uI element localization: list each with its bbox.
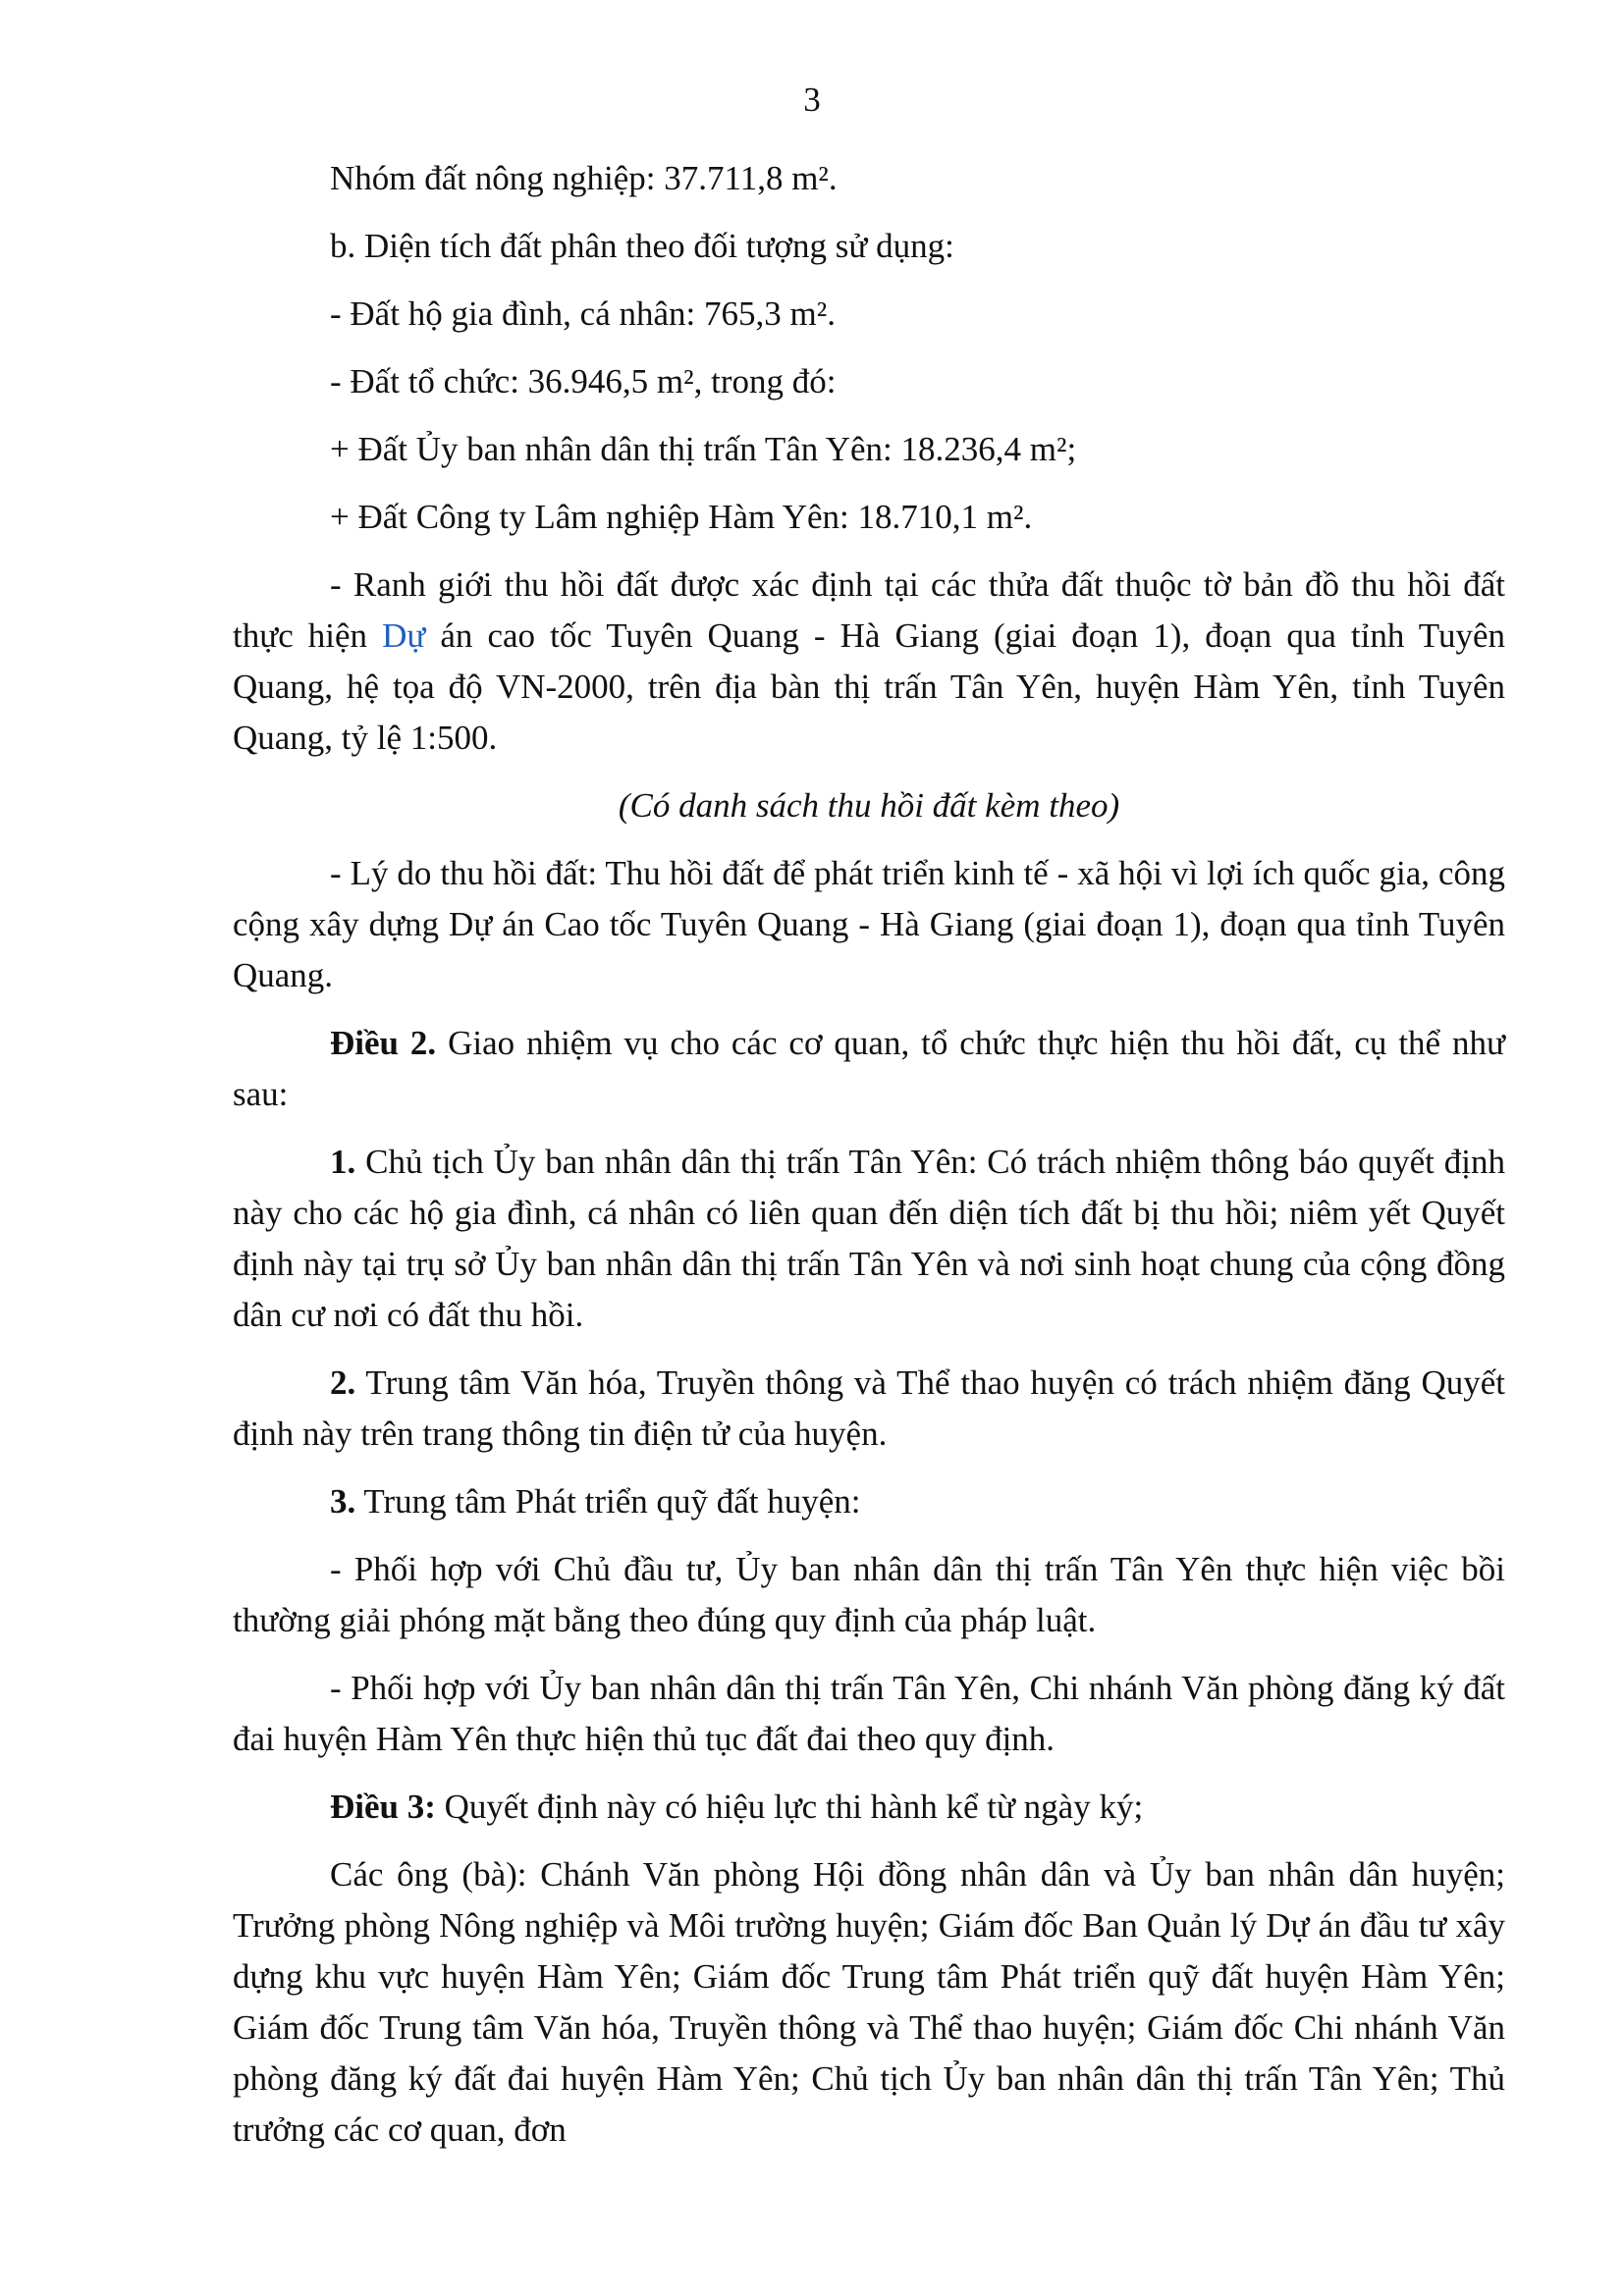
paragraph-item-1 <box>233 1137 1505 1341</box>
paragraph-forestry-company-land: + Đất Công ty Lâm nghiệp Hàm Yên: 18.710,1 m². <box>330 498 1033 536</box>
article-3-text: Quyết định này có hiệu lực thi hành kể từ ngày ký; <box>435 1788 1144 1826</box>
item-2-text: Trung tâm Văn hóa, Truyền thông và Thể thao huyện có trách nhiệm đăng Quyết định này trên trang thông tin điện tử của huyện. <box>233 1363 1505 1453</box>
paragraph-coordinate-procedures: - Phối hợp với Ủy ban nhân dân thị trấn Tân Yên, Chi nhánh Văn phòng đăng ký đất đai huyện Hàm Yên thực hiện thủ tục đất đai theo quy định. <box>233 1669 1505 1758</box>
paragraph-coordinate-compensation: - Phối hợp với Chủ đầu tư, Ủy ban nhân dân thị trấn Tân Yên thực hiện việc bồi thường giải phóng mặt bằng theo đúng quy định của pháp luật. <box>233 1550 1505 1639</box>
article-3-heading: Điều 3: <box>330 1788 436 1826</box>
paragraph-article-2 <box>233 1018 1505 1120</box>
paragraph-attachment-note: (Có danh sách thu hồi đất kèm theo) <box>618 786 1120 825</box>
paragraph-reason: - Lý do thu hồi đất: Thu hồi đất để phát triển kinh tế - xã hội vì lợi ích quốc gia, công cộng xây dựng Dự án Cao tốc Tuyên Quang - Hà Giang (giai đoạn 1), đoạn qua tỉnh Tuyên Quang. <box>233 854 1505 994</box>
paragraph-organization-land: - Đất tổ chức: 36.946,5 m², trong đó: <box>330 362 837 400</box>
paragraph-town-committee-land: + Đất Ủy ban nhân dân thị trấn Tân Yên: 18.236,4 m²; <box>330 430 1077 468</box>
page-number: 3 <box>803 80 821 119</box>
item-1-number: 1. <box>330 1143 356 1181</box>
article-2-heading: Điều 2. <box>330 1024 437 1062</box>
paragraph-agricultural-land: Nhóm đất nông nghiệp: 37.711,8 m². <box>330 159 838 197</box>
item-1-text: Chủ tịch Ủy ban nhân dân thị trấn Tân Yên: Có trách nhiệm thông báo quyết định này cho các hộ gia đình, cá nhân có liên quan đến diện tích đất bị thu hồi; niêm yết Quyết định này tại trụ sở Ủy ban nhân dân thị trấn Tân Yên và nơi sinh hoạt chung của cộng đồng dân cư nơi có đất thu hồi. <box>233 1143 1505 1334</box>
boundary-text-start: - Ranh giới thu hồi đất được xác định tại các thửa đất thuộc tờ bản đồ thu hồi đất thực hiện <box>233 565 1505 655</box>
paragraph-responsible-officials: Các ông (bà): Chánh Văn phòng Hội đồng nhân dân và Ủy ban nhân dân huyện; Trưởng phòng Nông nghiệp và Môi trường huyện; Giám đốc Ban Quản lý Dự án đầu tư xây dựng khu vực huyện Hàm Yên; Giám đốc Trung tâm Phát triển quỹ đất huyện Hàm Yên; Giám đốc Trung tâm Văn hóa, Truyền thông và Thể thao huyện; Giám đốc Chi nhánh Văn phòng đăng ký đất đai huyện Hàm Yên; Chủ tịch Ủy ban nhân dân thị trấn Tân Yên; Thủ trưởng các cơ quan, đơn <box>233 1855 1505 2149</box>
project-link-word: Dự <box>382 616 426 655</box>
paragraph-area-by-user: b. Diện tích đất phân theo đối tượng sử dụng: <box>330 227 954 265</box>
article-2-text: Giao nhiệm vụ cho các cơ quan, tổ chức thực hiện thu hồi đất, cụ thể như sau: <box>233 1024 1505 1113</box>
paragraph-household-land: - Đất hộ gia đình, cá nhân: 765,3 m². <box>330 294 836 333</box>
paragraph-boundary <box>233 560 1505 764</box>
document-body <box>233 153 1505 2172</box>
item-3-text: Trung tâm Phát triển quỹ đất huyện: <box>355 1482 861 1521</box>
paragraph-article-3 <box>233 1782 1505 1833</box>
paragraph-item-2 <box>233 1358 1505 1460</box>
item-2-number: 2. <box>330 1363 356 1402</box>
item-3-number: 3. <box>330 1482 356 1521</box>
paragraph-item-3 <box>233 1476 1505 1527</box>
boundary-text-end: án cao tốc Tuyên Quang - Hà Giang (giai đoạn 1), đoạn qua tỉnh Tuyên Quang, hệ tọa độ VN-2000, trên địa bàn thị trấn Tân Yên, huyện Hàm Yên, tỉnh Tuyên Quang, tỷ lệ 1:500. <box>233 616 1505 757</box>
